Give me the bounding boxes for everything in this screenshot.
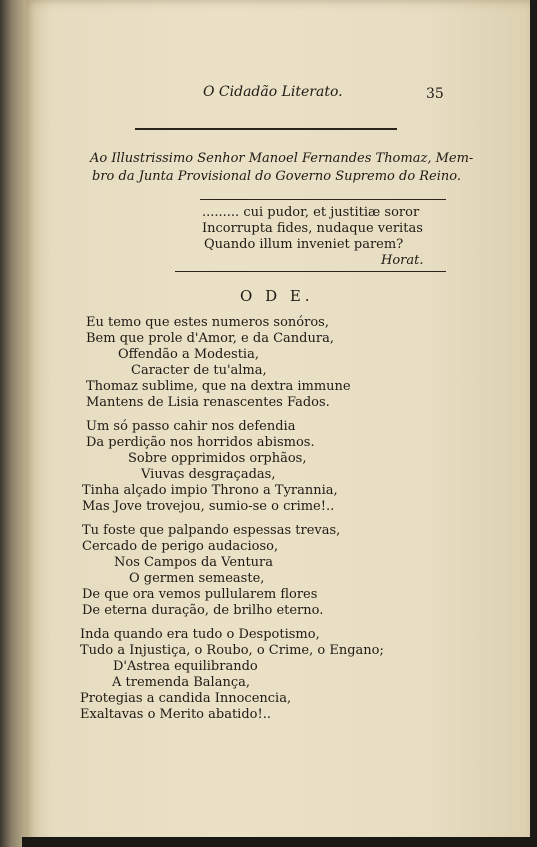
verse-line: Protegias a candida Innocencia,	[80, 691, 292, 706]
verse-line: Tinha alçado impio Throno a Tyrannia,	[82, 483, 338, 498]
verse-line: Viuvas desgraçadas,	[141, 467, 276, 482]
verse-line: Tu foste que palpando espessas trevas,	[82, 523, 341, 538]
page-number: 35	[426, 86, 444, 102]
verse-line: Eu temo que estes numeros sonóros,	[86, 315, 329, 330]
epigraph-line: Quando illum inveniet parem?	[204, 237, 404, 252]
verse-line: Offendão a Modestia,	[118, 347, 259, 362]
verse-line: Tudo a Injustiça, o Roubo, o Crime, o Engano;	[80, 643, 384, 658]
verse-line: Da perdição nos horridos abismos.	[86, 435, 315, 450]
page-gutter	[0, 0, 26, 847]
running-head-title: O Cidadão Literato.	[203, 84, 343, 100]
verse-line: Cercado de perigo audacioso,	[82, 539, 279, 554]
verse-line: D'Astrea equilibrando	[113, 659, 258, 674]
verse-line: De que ora vemos pullularem flores	[82, 587, 318, 602]
header-rule	[135, 128, 397, 130]
verse-line: Inda quando era tudo o Despotismo,	[80, 627, 320, 642]
epigraph-line: Incorrupta fides, nudaque veritas	[202, 221, 423, 236]
epigraph-bottom-rule	[175, 271, 446, 272]
epigraph-attribution: Horat.	[381, 253, 424, 268]
verse-line: Sobre opprimidos orphãos,	[128, 451, 307, 466]
verse-line: Thomaz sublime, que na dextra immune	[86, 379, 351, 394]
dedication-line: Ao Illustrissimo Senhor Manoel Fernandes Thomaz, Mem-	[90, 151, 474, 166]
verse-line: O germen semeaste,	[129, 571, 265, 586]
verse-line: Exaltavas o Merito abatido!..	[80, 707, 271, 722]
epigraph-line: ......... cui pudor, et justitiæ soror	[202, 205, 420, 220]
verse-line: De eterna duração, de brilho eterno.	[82, 603, 324, 618]
ode-title: O D E.	[240, 287, 314, 305]
verse-line: A tremenda Balança,	[112, 675, 250, 690]
verse-line: Mas Jove trovejou, sumio-se o crime!..	[82, 499, 335, 514]
epigraph-top-rule	[200, 199, 446, 200]
dedication-line: bro da Junta Provisional do Governo Supremo do Reino.	[92, 169, 462, 184]
dedication	[90, 150, 473, 186]
verse-line: Nos Campos da Ventura	[114, 555, 274, 570]
verse-line: Um só passo cahir nos defendia	[86, 419, 296, 434]
verse-line: Caracter de tu'alma,	[131, 363, 267, 378]
verse-line: Bem que prole d'Amor, e da Candura,	[86, 331, 334, 346]
verse-line: Mantens de Lisia renascentes Fados.	[86, 395, 330, 410]
scan-border	[22, 837, 537, 847]
